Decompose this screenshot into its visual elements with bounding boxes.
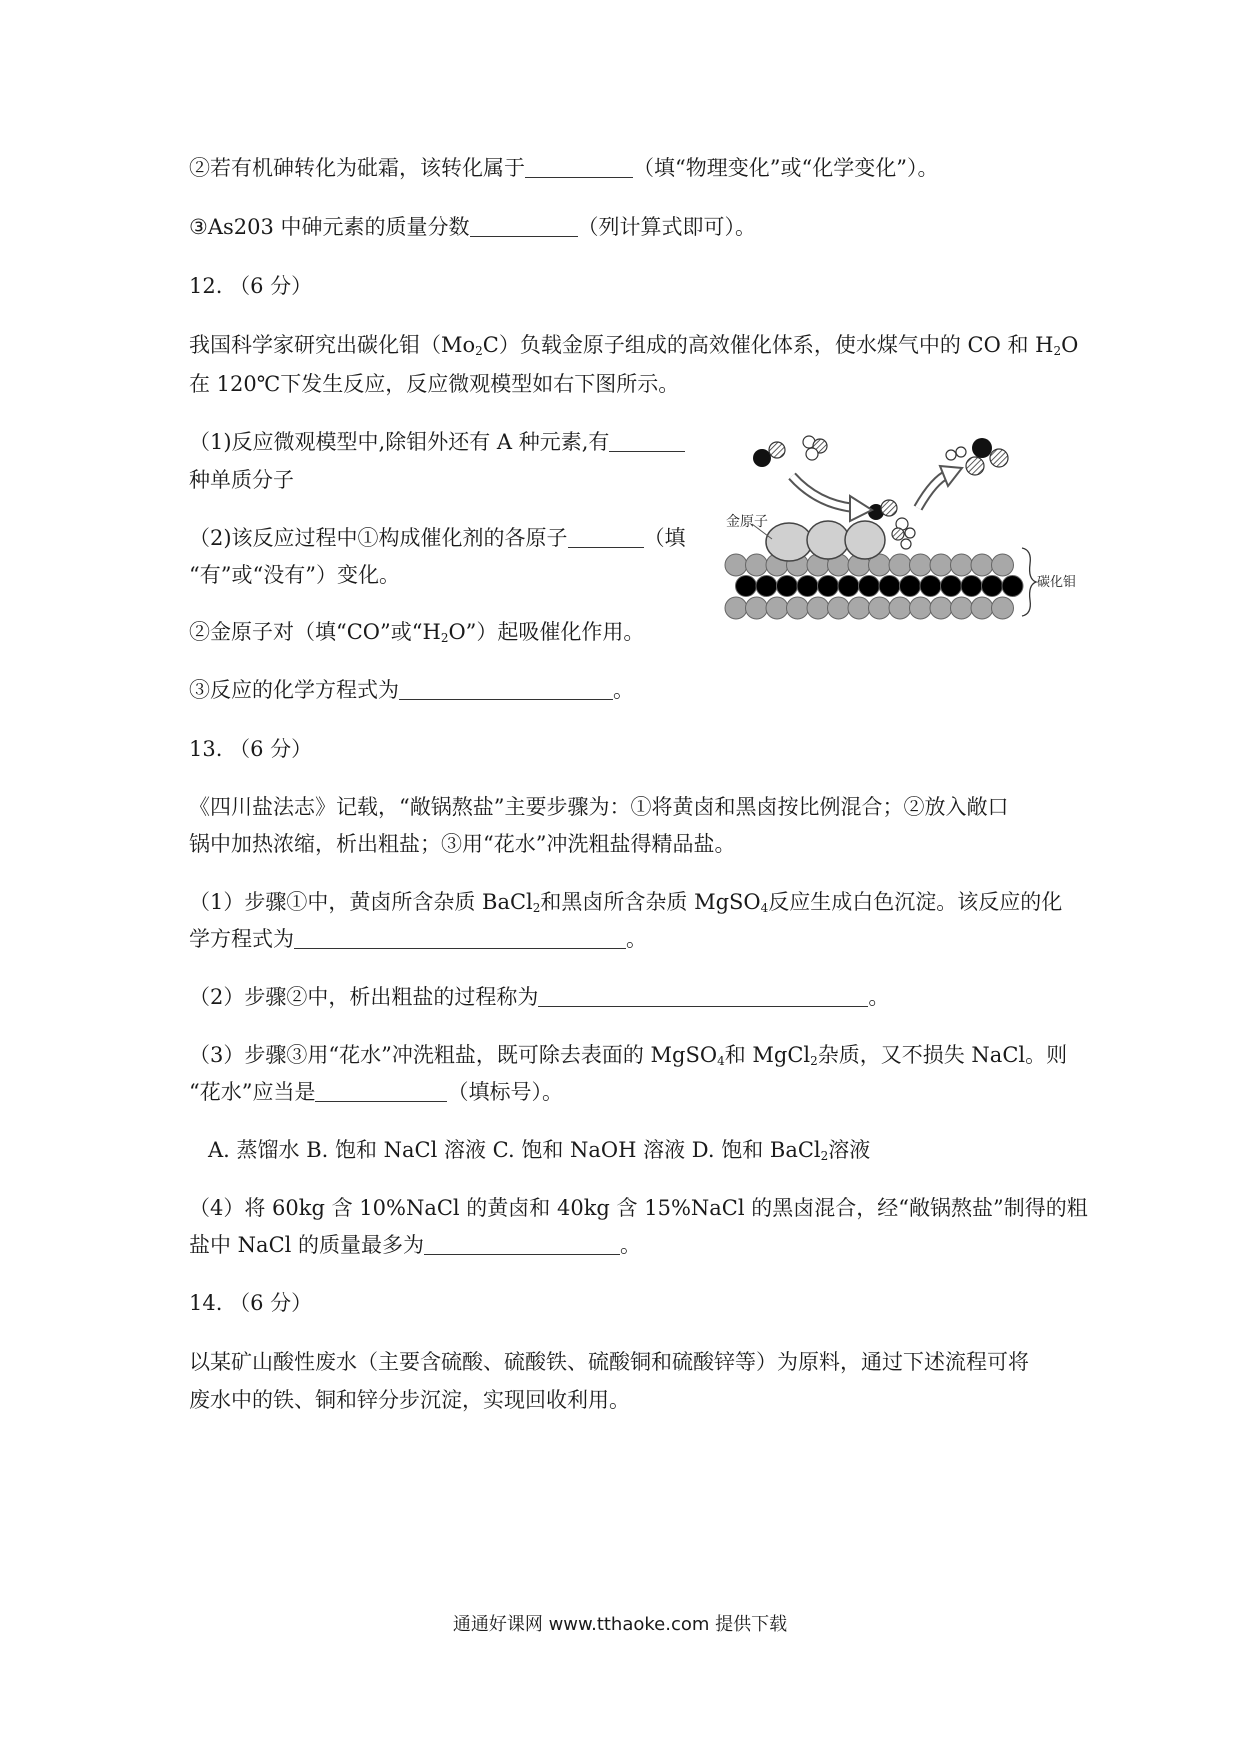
- q11-line-2: ②若有机砷转化为砒霜，该转化属于 （填“物理变化”或“化学变化”）。: [189, 156, 939, 180]
- q13-step-2: （2）步骤②中，析出粗盐的过程称为 。: [189, 985, 890, 1009]
- c-atom: [777, 576, 798, 597]
- mo-atom: [848, 597, 870, 619]
- gold-atoms: [766, 521, 885, 561]
- mo-atom: [869, 597, 891, 619]
- carbide-layer: [725, 554, 1023, 619]
- page-footer: 通通好课网 www.tthaoke.com 提供下载: [452, 1614, 788, 1635]
- q14-intro-line-1: 以某矿山酸性废水（主要含硫酸、硫酸铁、硫酸铜和硫酸锌等）为原料，通过下述流程可将: [189, 1350, 1029, 1374]
- answer-blank[interactable]: [315, 1081, 447, 1102]
- q12-part-2: （2)该反应过程中①构成催化剂的各原子 （填: [189, 526, 686, 550]
- q12-part-3: ②金原子对（填“CO”或“$H_2O$”）起吸催化作用。: [189, 620, 645, 645]
- answer-blank[interactable]: [294, 928, 626, 949]
- mo-atom: [807, 597, 829, 619]
- mo-atom: [725, 554, 747, 576]
- q14-header: 14. （6 分）: [189, 1291, 313, 1315]
- mo-atom: [971, 554, 993, 576]
- mo-atom: [910, 554, 932, 576]
- mo-atom: [889, 597, 911, 619]
- carbide-label: 碳化钼: [1037, 575, 1077, 590]
- mo-atom: [746, 597, 768, 619]
- mo-atom: [951, 554, 973, 576]
- mo-atom: [746, 554, 768, 576]
- mo-atom: [787, 597, 809, 619]
- c-atom: [982, 576, 1003, 597]
- answer-blank[interactable]: [525, 157, 633, 178]
- mo-atom: [910, 597, 932, 619]
- q13-intro-line-2: 锅中加热浓缩，析出粗盐；③用“花水”冲洗粗盐得精品盐。: [189, 832, 736, 856]
- answer-blank[interactable]: [399, 679, 613, 700]
- q12-intro-line-2: 在 120℃下发生反应，反应微观模型如右下图所示。: [189, 372, 680, 396]
- c-atom: [879, 576, 900, 597]
- q13-options: A. 蒸馏水 B. 饱和 NaCl 溶液 C. 饱和 NaOH 溶液 D. 饱和 BaCl$_2$溶液: [208, 1138, 871, 1163]
- q12-intro-line-1: 我国科学家研究出碳化钼$(Mo_2C)$负载金原子组成的高效催化体系，使水煤气中的 CO 和 $H_2O$: [189, 333, 1079, 358]
- mo-atom: [828, 597, 850, 619]
- gold-atom-label: 金原子: [726, 514, 768, 530]
- q13-intro-line-1: 《四川盐法志》记载，“敞锅熬盐”主要步骤为：①将黄卤和黑卤按比例混合；②放入敞口: [189, 795, 1009, 819]
- c-atom: [859, 576, 880, 597]
- mo-atom: [766, 597, 788, 619]
- mo-atom: [930, 597, 952, 619]
- q13-header: 13. （6 分）: [189, 737, 313, 761]
- q13-step-3-cont: “花水”应当是 （填标号）。: [189, 1080, 563, 1104]
- mo-atom: [971, 597, 993, 619]
- c-atom: [900, 576, 921, 597]
- c-atom: [920, 576, 941, 597]
- mo-atom: [992, 554, 1014, 576]
- c-atom: [818, 576, 839, 597]
- q14-intro-line-2: 废水中的铁、铜和锌分步沉淀，实现回收利用。: [189, 1388, 630, 1412]
- q12-part-1-cont: 种单质分子: [189, 468, 294, 492]
- c-atom: [961, 576, 982, 597]
- q12-header: 12. （6 分）: [189, 274, 313, 298]
- mo-atom: [930, 554, 952, 576]
- q12-part-4: ③反应的化学方程式为 。: [189, 678, 634, 702]
- answer-blank[interactable]: [609, 431, 685, 452]
- q13-step-4-cont: 盐中 NaCl 的质量最多为 。: [189, 1233, 642, 1257]
- answer-blank[interactable]: [470, 216, 578, 237]
- q11-line-3: ③As203 中砷元素的质量分数 （列计算式即可）。: [189, 215, 757, 239]
- q12-part-1: （1)反应微观模型中,除钼外还有 A 种元素,有: [189, 430, 685, 454]
- c-atom: [736, 576, 757, 597]
- q13-step-1: （1）步骤①中，黄卤所含杂质 BaCl$_2$和黑卤所含杂质 MgSO$_4$反应生成白色沉淀。该反应的化: [189, 890, 1063, 915]
- mo-atom: [889, 554, 911, 576]
- carbide-brace: [1022, 548, 1036, 616]
- q13-step-1-cont: 学方程式为 。: [189, 927, 647, 951]
- c-atom: [797, 576, 818, 597]
- q12-part-2-cont: “有”或“没有”）变化。: [189, 563, 400, 587]
- answer-blank[interactable]: [568, 527, 644, 548]
- c-atom: [756, 576, 777, 597]
- reaction-model-figure: [722, 424, 1088, 624]
- mo-atom: [992, 597, 1014, 619]
- answer-blank[interactable]: [424, 1234, 620, 1255]
- c-atom: [1002, 576, 1023, 597]
- q13-step-4: （4）将 60kg 含 10%NaCl 的黄卤和 40kg 含 15%NaCl 的黑卤混合，经“敞锅熬盐”制得的粗: [189, 1196, 1088, 1220]
- q13-step-3: （3）步骤③用“花水”冲洗粗盐，既可除去表面的 MgSO$_4$和 MgCl$_2$杂质，又不损失 NaCl。则: [189, 1043, 1068, 1068]
- c-atom: [941, 576, 962, 597]
- answer-blank[interactable]: [538, 986, 868, 1007]
- c-atom: [838, 576, 859, 597]
- mo-atom: [725, 597, 747, 619]
- mo-atom: [951, 597, 973, 619]
